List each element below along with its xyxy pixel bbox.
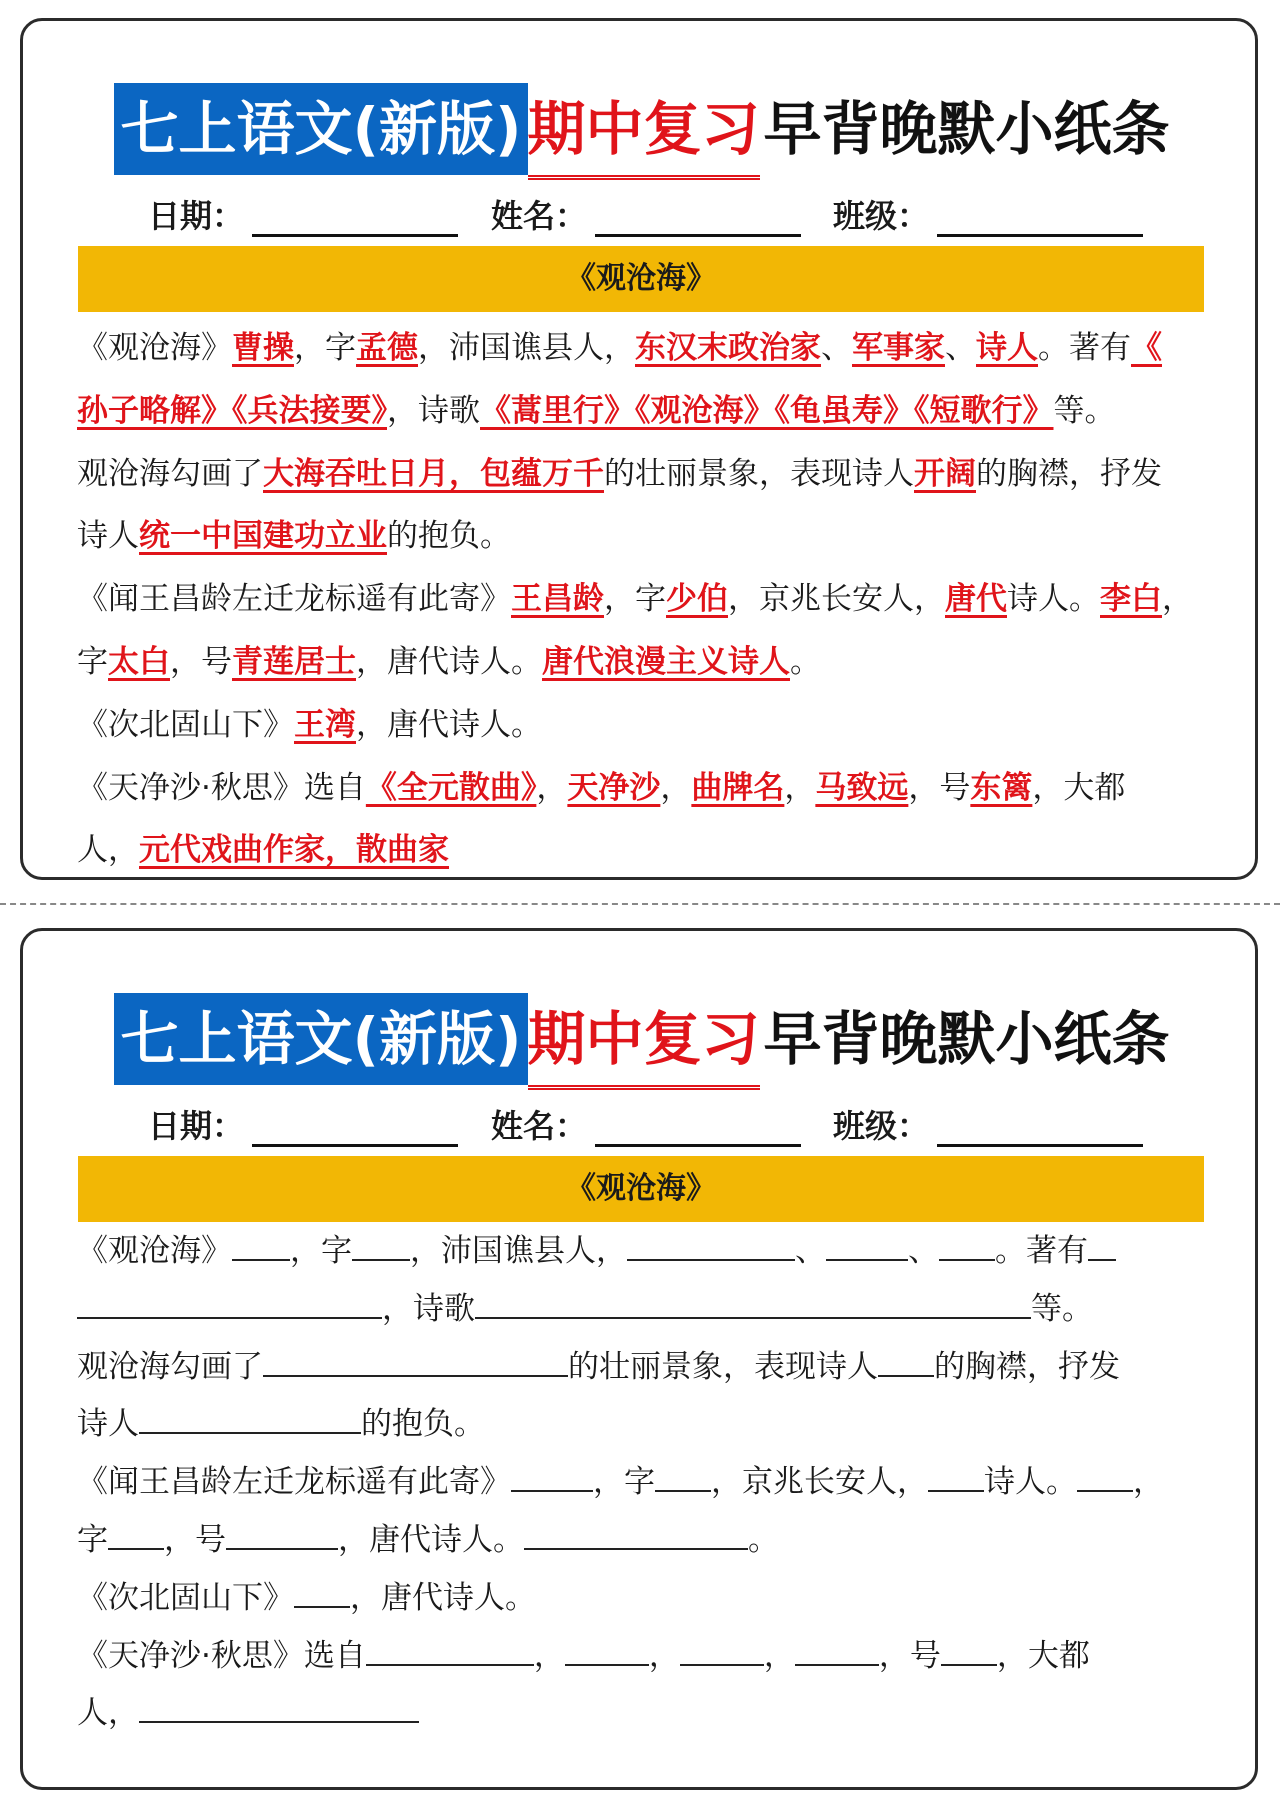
prompt-text: 诗人。 xyxy=(1007,581,1100,618)
text-line xyxy=(77,631,1227,694)
name-field[interactable]: 姓名： xyxy=(491,1101,801,1147)
prompt-text: 《闻王昌龄左迁龙标遥有此寄》 xyxy=(77,1464,511,1501)
prompt-text: 观沧海勾画了 xyxy=(77,455,263,492)
answer-text-highlight: 王昌龄 xyxy=(511,581,604,618)
answer-text-highlight: 唐代 xyxy=(945,581,1007,618)
answer-blank[interactable] xyxy=(139,1406,361,1434)
prompt-text: 观沧海勾画了 xyxy=(77,1348,263,1385)
answer-blank[interactable] xyxy=(294,1580,350,1608)
text-line xyxy=(77,1570,1227,1628)
title-black-part: 早背晚默小纸条 xyxy=(763,1005,1170,1073)
section-header: 《观沧海》 xyxy=(78,246,1204,312)
section-header: 《观沧海》 xyxy=(78,1156,1204,1222)
prompt-text: ，号 xyxy=(164,1521,226,1558)
text-line xyxy=(77,819,1227,882)
answer-blank[interactable] xyxy=(655,1464,711,1492)
answer-blank[interactable] xyxy=(511,1464,593,1492)
answer-blank[interactable] xyxy=(108,1522,164,1550)
answer-blank[interactable] xyxy=(1088,1233,1116,1261)
prompt-text: 。著有 xyxy=(1038,330,1131,366)
text-line xyxy=(77,1454,1227,1512)
answer-text-highlight: 曹操 xyxy=(232,330,294,366)
text-line xyxy=(77,317,1227,380)
prompt-text: 《天净沙·秋思》选自 xyxy=(77,769,366,806)
answer-text-highlight: 统一中国建功立业 xyxy=(139,518,387,555)
prompt-text: 。 xyxy=(790,643,821,680)
answer-blank[interactable] xyxy=(826,1233,908,1261)
answer-blank[interactable] xyxy=(139,1695,419,1723)
prompt-text: 人， xyxy=(77,832,139,869)
prompt-text: 字 xyxy=(77,643,108,680)
prompt-text: ，号 xyxy=(878,1637,941,1674)
title-black-part: 早背晚默小纸条 xyxy=(763,95,1170,163)
text-line xyxy=(77,568,1227,631)
prompt-text: 《观沧海》 xyxy=(77,1233,232,1269)
prompt-text: ，唐代诗人。 xyxy=(338,1521,524,1558)
prompt-text: ，诗歌 xyxy=(387,392,480,429)
title-blue-part: 七上语文(新版) xyxy=(114,993,527,1085)
answer-text-highlight: 开阔 xyxy=(914,455,976,492)
prompt-text: ，号 xyxy=(170,643,232,680)
answer-text-highlight: 太白 xyxy=(108,643,170,680)
prompt-text: ，字 xyxy=(604,581,666,618)
prompt-text: 、 xyxy=(821,330,852,366)
text-line xyxy=(77,1396,1227,1454)
prompt-text: ，字 xyxy=(593,1464,655,1501)
prompt-text: ，字 xyxy=(290,1233,352,1269)
text-line xyxy=(77,1339,1227,1397)
prompt-text: ，沛国谯县人， xyxy=(418,330,635,366)
prompt-text: 《次北固山下》 xyxy=(77,1579,294,1616)
answer-blank[interactable] xyxy=(524,1522,748,1550)
prompt-text: ， xyxy=(533,1637,565,1674)
answer-text-highlight: 元代戏曲作家，散曲家 xyxy=(139,832,449,869)
answer-blank[interactable] xyxy=(232,1233,290,1261)
name-field[interactable]: 姓名： xyxy=(491,191,801,237)
answer-blank[interactable] xyxy=(565,1638,649,1666)
answer-blank[interactable] xyxy=(627,1233,795,1261)
answer-text-highlight: 唐代浪漫主义诗人 xyxy=(542,643,790,680)
answer-text-highlight: 天净沙 xyxy=(567,769,661,806)
answer-blank[interactable] xyxy=(77,1291,382,1319)
answer-blank[interactable] xyxy=(475,1291,1031,1319)
prompt-text: ，京兆长安人， xyxy=(711,1464,928,1501)
prompt-text: 。 xyxy=(748,1521,779,1558)
text-line xyxy=(77,694,1227,757)
prompt-text: ， xyxy=(763,1637,795,1674)
text-line xyxy=(77,757,1227,820)
prompt-text: ，唐代诗人。 xyxy=(356,643,542,680)
prompt-text: 诗人 xyxy=(77,518,139,555)
quiz-text xyxy=(77,1223,1227,1743)
prompt-text: ， xyxy=(1162,581,1193,618)
answer-blank[interactable] xyxy=(939,1233,995,1261)
quiz-card xyxy=(20,928,1258,1790)
prompt-text: 等。 xyxy=(1031,1290,1093,1327)
prompt-text: 的抱负。 xyxy=(361,1406,485,1443)
answer-text-highlight: 马致远 xyxy=(815,769,909,806)
text-line xyxy=(77,1512,1227,1570)
prompt-text: ，字 xyxy=(294,330,356,366)
info-fields xyxy=(148,191,1148,235)
info-fields xyxy=(148,1101,1148,1145)
prompt-text: ，号 xyxy=(908,769,971,806)
class-field[interactable]: 班级： xyxy=(833,191,1143,237)
prompt-text: 诗人 xyxy=(77,1406,139,1443)
prompt-text: 《观沧海》 xyxy=(77,330,232,366)
prompt-text: 字 xyxy=(77,1521,108,1558)
page-title xyxy=(23,993,1261,1090)
prompt-text: 的抱负。 xyxy=(387,518,511,555)
title-blue-part: 七上语文(新版) xyxy=(114,83,527,175)
answer-blank[interactable] xyxy=(941,1638,997,1666)
date-field[interactable]: 日期： xyxy=(148,1101,458,1147)
prompt-text: ， xyxy=(784,769,816,806)
title-red-part: 期中复习 xyxy=(528,89,760,180)
answer-text-highlight: 青莲居士 xyxy=(232,643,356,680)
answer-text-highlight: 东篱 xyxy=(970,769,1033,806)
prompt-text: 《天净沙·秋思》选自 xyxy=(77,1637,366,1674)
text-line xyxy=(77,1281,1227,1339)
prompt-text: ，诗歌 xyxy=(382,1290,475,1327)
text-line xyxy=(77,1685,1227,1743)
answer-text-highlight: 大海吞吐日月，包蕴万千 xyxy=(263,455,604,492)
text-line xyxy=(77,1628,1227,1686)
answer-text-highlight: 诗人 xyxy=(976,330,1038,366)
answer-text-highlight: 孟德 xyxy=(356,330,418,366)
prompt-text: 。著有 xyxy=(995,1233,1088,1269)
prompt-text: 等。 xyxy=(1053,392,1116,429)
prompt-text: 人， xyxy=(77,1695,139,1732)
answer-text xyxy=(77,317,1227,882)
answer-blank[interactable] xyxy=(680,1638,764,1666)
text-line xyxy=(77,380,1227,443)
answer-text-highlight: 王湾 xyxy=(294,706,356,743)
text-line xyxy=(77,505,1227,568)
text-line xyxy=(77,1223,1227,1281)
answer-text-highlight: 孙子略解》《兵法接要》 xyxy=(77,392,387,429)
answer-blank[interactable] xyxy=(1077,1464,1133,1492)
prompt-text: 的胸襟，抒发 xyxy=(934,1348,1120,1385)
prompt-text: 《次北固山下》 xyxy=(77,706,294,743)
prompt-text: 诗人。 xyxy=(984,1464,1077,1501)
prompt-text: 、 xyxy=(908,1233,939,1269)
prompt-text: ， xyxy=(648,1637,680,1674)
date-field[interactable]: 日期： xyxy=(148,191,458,237)
answer-text-highlight: 曲牌名 xyxy=(691,769,785,806)
answer-blank[interactable] xyxy=(226,1522,338,1550)
answer-blank[interactable] xyxy=(795,1638,879,1666)
answer-text-highlight: 东汉末政治家 xyxy=(635,330,821,366)
text-line xyxy=(77,443,1227,506)
prompt-text: 、 xyxy=(795,1233,826,1269)
answer-text-highlight: 军事家 xyxy=(852,330,945,366)
prompt-text: ，唐代诗人。 xyxy=(350,1579,536,1616)
prompt-text: ，大都 xyxy=(1032,769,1126,806)
answer-text-highlight: 《蒿里行》《观沧海》《龟虽寿》《短歌行》 xyxy=(480,392,1054,429)
answer-blank[interactable] xyxy=(366,1638,534,1666)
prompt-text: 《闻王昌龄左迁龙标遥有此寄》 xyxy=(77,581,511,618)
prompt-text: 的胸襟，抒发 xyxy=(976,455,1162,492)
answer-blank[interactable] xyxy=(928,1464,984,1492)
prompt-text: ， xyxy=(660,769,692,806)
prompt-text: 的壮丽景象，表现诗人 xyxy=(568,1348,878,1385)
dashed-cut-line xyxy=(0,903,1280,905)
prompt-text: ， xyxy=(536,769,568,806)
class-field[interactable]: 班级： xyxy=(833,1101,1143,1147)
prompt-text: 、 xyxy=(945,330,976,366)
prompt-text: ，沛国谯县人， xyxy=(410,1233,627,1269)
prompt-text: ，京兆长安人， xyxy=(728,581,945,618)
answer-blank[interactable] xyxy=(878,1349,934,1377)
page-title xyxy=(23,83,1261,180)
answer-blank[interactable] xyxy=(263,1349,568,1377)
answer-blank[interactable] xyxy=(352,1233,410,1261)
title-red-part: 期中复习 xyxy=(528,999,760,1090)
answer-card xyxy=(20,18,1258,880)
answer-text-highlight: 少伯 xyxy=(666,581,728,618)
prompt-text: ，大都 xyxy=(996,1637,1090,1674)
answer-text-highlight: 《 xyxy=(1131,330,1162,366)
prompt-text: ， xyxy=(1133,1464,1164,1501)
answer-text-highlight: 《全元散曲》 xyxy=(365,769,537,806)
answer-text-highlight: 李白 xyxy=(1100,581,1162,618)
prompt-text: ，唐代诗人。 xyxy=(356,706,542,743)
prompt-text: 的壮丽景象，表现诗人 xyxy=(604,455,914,492)
